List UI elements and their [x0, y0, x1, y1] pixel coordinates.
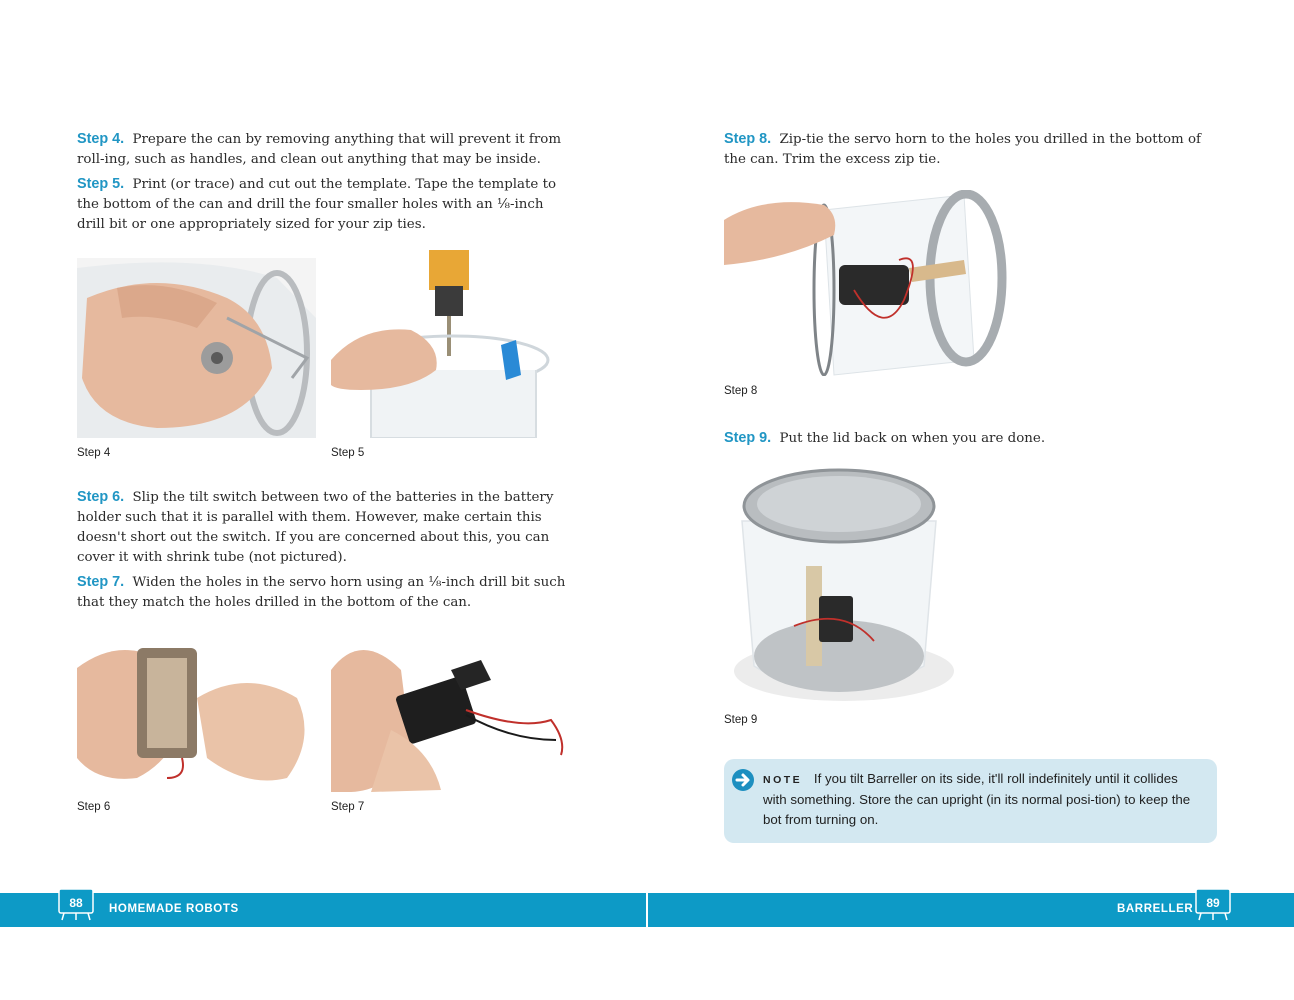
step-6-text: Slip the tilt switch between two of the batteries in the battery holder such that it is parallel with them. However, make certain this doesn't short out the switch. If you are concerned about this, you can cover it with shrink tube (not pictured). — [77, 490, 554, 565]
right-page — [647, 0, 1294, 1000]
step-5-paragraph — [77, 174, 572, 235]
step-8-label: Step 8. — [724, 131, 772, 147]
step-4-photo — [77, 258, 316, 438]
step-9-label: Step 9. — [724, 430, 772, 446]
step-9-text: Put the lid back on when you are done. — [779, 431, 1046, 446]
step-8-text: Zip-tie the servo horn to the holes you drilled in the bottom of the can. Trim the excess zip tie. — [724, 132, 1201, 167]
step-6-label: Step 6. — [77, 489, 125, 505]
step-9-caption: Step 9 — [724, 714, 758, 726]
note-box — [724, 759, 1217, 843]
step-4-paragraph — [77, 129, 572, 170]
step-8-caption: Step 8 — [724, 385, 758, 397]
page-number: 89 — [1206, 896, 1220, 910]
step-7-caption: Step 7 — [331, 801, 365, 813]
step-5-photo — [331, 250, 570, 438]
step-6-paragraph — [77, 487, 572, 568]
step-5-text: Print (or trace) and cut out the template. Tape the template to the bottom of the can and drill the four smaller holes with an ⅛-inch drill bit or one appropriately sized for your zip ties. — [77, 177, 557, 232]
running-title: BARRELLER — [1117, 903, 1194, 915]
running-title: HOMEMADE ROBOTS — [109, 903, 239, 915]
note-body: If you tilt Barreller on its side, it'll roll indefinitely until it collides with something. Store the can upright (in its normal posi-tion) to keep the bot from turning on. — [763, 771, 1191, 827]
step-5-caption: Step 5 — [331, 447, 365, 459]
note-text — [763, 769, 1203, 830]
step-5-label: Step 5. — [77, 176, 125, 192]
step-7-label: Step 7. — [77, 574, 125, 590]
step-4-caption: Step 4 — [77, 447, 111, 459]
note-label: NOTE — [763, 774, 803, 786]
step-4-text: Prepare the can by removing anything that will prevent it from roll-ing, such as handles, and clean out anything that may be inside. — [77, 132, 562, 167]
step-7-photo — [331, 630, 570, 792]
arrow-right-circle-icon — [732, 769, 754, 791]
step-8-paragraph — [724, 129, 1219, 170]
step-8-photo — [724, 190, 1014, 376]
step-7-paragraph — [77, 572, 572, 613]
step-6-caption: Step 6 — [77, 801, 111, 813]
step-9-paragraph — [724, 428, 1219, 449]
page-number: 88 — [69, 896, 83, 910]
step-6-photo — [77, 628, 316, 792]
step-7-text: Widen the holes in the servo horn using an ⅛-inch drill bit such that they match the holes drilled in the bottom of the can. — [77, 575, 566, 610]
step-9-photo — [724, 466, 958, 706]
step-4-label: Step 4. — [77, 131, 125, 147]
